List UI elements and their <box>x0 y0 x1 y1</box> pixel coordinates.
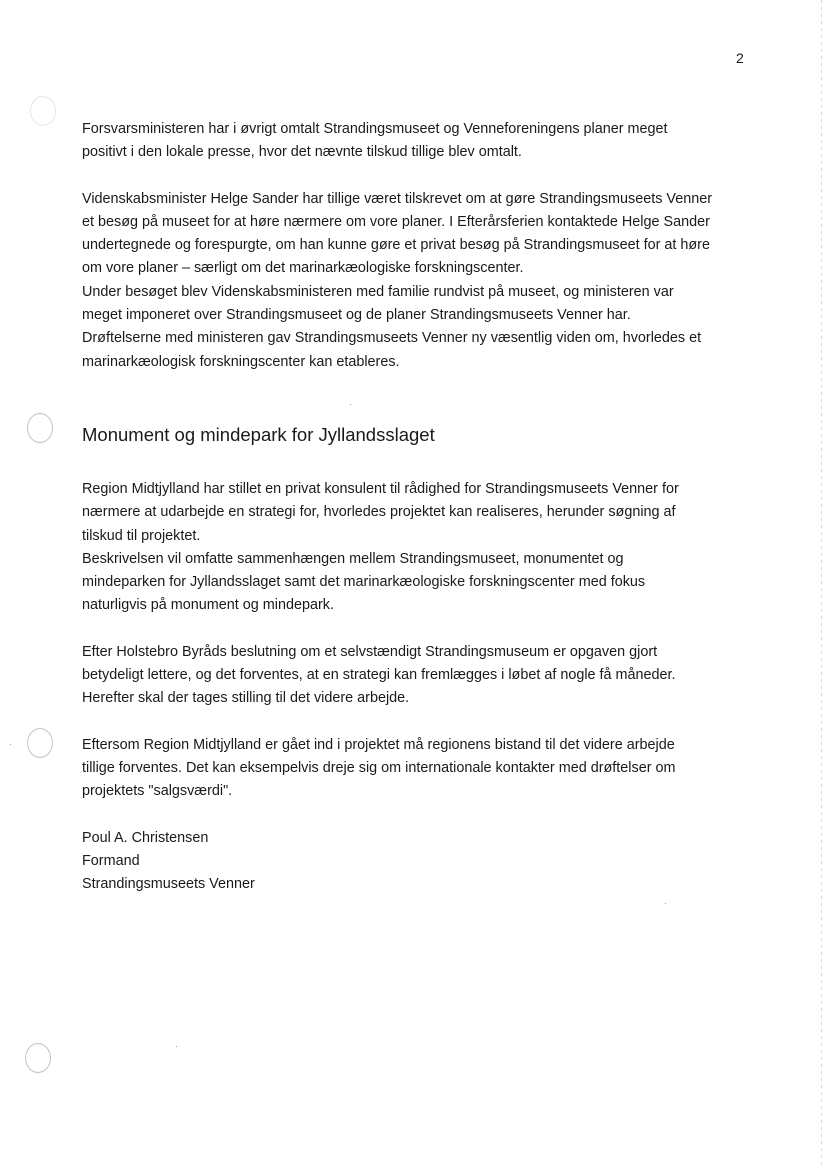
text-line: Beskrivelsen vil omfatte sammenhængen mellem Strandingsmuseet, monumentet og <box>82 550 624 567</box>
paragraph <box>82 641 744 711</box>
section-body <box>82 478 744 896</box>
scan-speck <box>665 903 666 904</box>
text-line: tilskud til projektet. <box>82 527 201 544</box>
page-edge-line <box>821 0 822 1168</box>
punch-hole-mark <box>27 413 53 443</box>
text-line: Region Midtjylland har stillet en privat konsulent til rådighed for Strandingsmuseets Venner for <box>82 481 679 497</box>
signatory-name: Poul A. Christensen <box>82 829 209 846</box>
text-line: meget imponeret over Strandingsmuseet og de planer Strandingsmuseets Venner har. <box>82 307 631 324</box>
punch-hole-mark <box>30 96 56 126</box>
text-line: Efter Holstebro Byråds beslutning om et selvstændigt Strandingsmuseum er opgaven gjort <box>82 643 658 660</box>
paragraph <box>82 478 744 548</box>
text-line: undertegnede og forespurgte, om han kunne gøre et privat besøg på Strandingsmuseet for at høre <box>82 237 710 254</box>
text-line: mindeparken for Jyllandsslaget samt det marinarkæologiske forskningscenter med fokus <box>82 574 646 591</box>
paragraph <box>82 188 744 281</box>
page-number: 2 <box>736 50 744 66</box>
punch-hole-mark <box>27 728 53 758</box>
text-line: projektets "salgsværdi". <box>82 783 233 800</box>
punch-hole-mark <box>25 1043 51 1073</box>
paragraph <box>82 548 744 618</box>
text-line: positivt i den lokale presse, hvor det nævnte tilskud tillige blev omtalt. <box>82 144 522 161</box>
scan-speck <box>10 744 11 745</box>
text-line: Under besøget blev Videnskabsministeren med familie rundvist på museet, og ministeren var <box>82 283 674 300</box>
text-line: marinarkæologisk forskningscenter kan etableres. <box>82 353 400 370</box>
text-line: om vore planer – særligt om det marinarkæologiske forskningscenter. <box>82 260 524 277</box>
section-heading-block <box>82 423 744 447</box>
section-heading: Monument og mindepark for Jyllandsslaget <box>82 424 435 445</box>
paragraph <box>82 734 744 804</box>
paragraph <box>82 327 744 374</box>
scan-speck <box>350 404 351 405</box>
text-line: naturligvis på monument og mindepark. <box>82 597 334 614</box>
letter-body <box>82 118 744 374</box>
text-line: Drøftelserne med ministeren gav Strandingsmuseets Venner ny væsentlig viden om, hvorledes et <box>82 330 702 347</box>
text-line: Eftersom Region Midtjylland er gået ind i projektet må regionens bistand til det videre arbejde <box>82 736 675 753</box>
signatory-organization: Strandingsmuseets Venner <box>82 876 255 893</box>
text-line: Herefter skal der tages stilling til det videre arbejde. <box>82 690 410 707</box>
text-line: betydeligt lettere, og det forventes, at en strategi kan fremlægges i løbet af nogle få måneder. <box>82 667 676 684</box>
signatory-title: Formand <box>82 852 140 869</box>
text-line: Videnskabsminister Helge Sander har tillige været tilskrevet om at gøre Strandingsmuseets Venner <box>82 190 713 207</box>
text-line: Forsvarsministeren har i øvrigt omtalt Strandingsmuseet og Venneforeningens planer meget <box>82 121 668 137</box>
scan-speck <box>176 1046 177 1047</box>
text-line: nærmere at udarbejde en strategi for, hvorledes projektet kan realiseres, herunder søgning af <box>82 504 676 521</box>
text-line: tillige forventes. Det kan eksempelvis dreje sig om internationale kontakter med drøftelser om <box>82 759 676 776</box>
signature-block <box>82 827 744 897</box>
paragraph <box>82 281 744 328</box>
paragraph <box>82 118 744 165</box>
text-line: et besøg på museet for at høre nærmere om vore planer. I Efterårsferien kontaktede Helge Sander <box>82 213 710 230</box>
